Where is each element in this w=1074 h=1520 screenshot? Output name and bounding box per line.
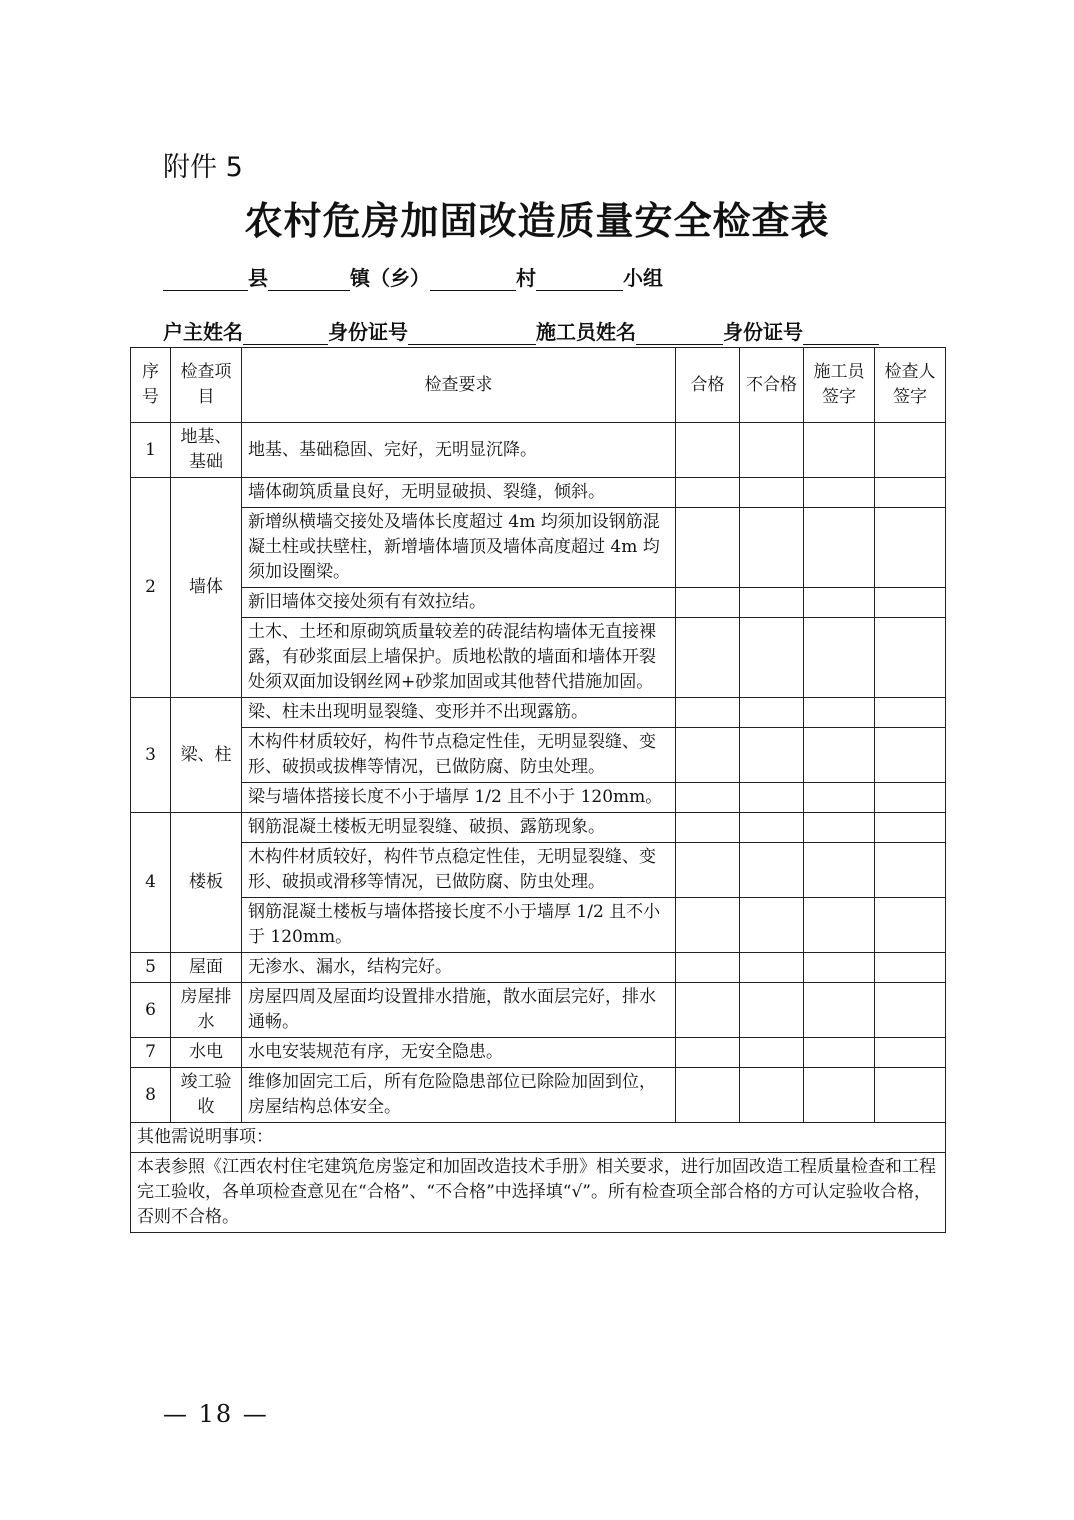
table-row [131, 983, 946, 1038]
row-seq: 1 [131, 423, 171, 478]
header-item: 检查项目 [171, 348, 242, 423]
row-seq: 3 [131, 698, 171, 813]
worker-sign-cell[interactable] [804, 728, 875, 783]
header-seq: 序号 [131, 348, 171, 423]
worker-sign-cell[interactable] [804, 783, 875, 813]
worker-id-blank[interactable] [803, 322, 879, 345]
table-row [131, 1068, 946, 1123]
owner-id-label: 身份证号 [328, 320, 408, 344]
other-notes-label[interactable]: 其他需说明事项： [131, 1123, 946, 1153]
table-row [131, 588, 946, 618]
table-row [131, 618, 946, 698]
inspector-sign-cell[interactable] [875, 1038, 946, 1068]
location-line [163, 262, 663, 291]
fail-cell[interactable] [740, 588, 804, 618]
inspector-sign-cell[interactable] [875, 898, 946, 953]
pass-cell[interactable] [676, 813, 740, 843]
pass-cell[interactable] [676, 1038, 740, 1068]
inspector-sign-cell[interactable] [875, 783, 946, 813]
footnote-text: 本表参照《江西农村住宅建筑危房鉴定和加固改造技术手册》相关要求，进行加固改造工程质量检查和工程完工验收，各单项检查意见在“合格”、“不合格”中选择填“√”。所有检查项全部合格的方可认定验收合格，否则不合格。 [131, 1153, 946, 1233]
row-requirement: 木构件材质较好，构件节点稳定性佳，无明显裂缝、变形、破损或拔榫等情况，已做防腐、防虫处理。 [242, 728, 676, 783]
inspector-sign-cell[interactable] [875, 813, 946, 843]
worker-sign-cell[interactable] [804, 1068, 875, 1123]
inspector-sign-cell[interactable] [875, 618, 946, 698]
header-req: 检查要求 [242, 348, 676, 423]
row-seq: 4 [131, 813, 171, 953]
row-requirement: 新旧墙体交接处须有有效拉结。 [242, 588, 676, 618]
row-requirement: 水电安装规范有序，无安全隐患。 [242, 1038, 676, 1068]
worker-sign-cell[interactable] [804, 423, 875, 478]
worker-sign-cell[interactable] [804, 508, 875, 588]
inspector-sign-cell[interactable] [875, 588, 946, 618]
worker-sign-cell[interactable] [804, 1038, 875, 1068]
row-requirement: 墙体砌筑质量良好，无明显破损、裂缝，倾斜。 [242, 478, 676, 508]
inspector-sign-cell[interactable] [875, 953, 946, 983]
fail-cell[interactable] [740, 1068, 804, 1123]
pass-cell[interactable] [676, 898, 740, 953]
inspector-sign-cell[interactable] [875, 843, 946, 898]
row-seq: 5 [131, 953, 171, 983]
worker-name-label: 施工员姓名 [536, 320, 636, 344]
row-requirement: 钢筋混凝土楼板与墙体搭接长度不小于墙厚 1/2 且不小于 120mm。 [242, 898, 676, 953]
row-requirement: 木构件材质较好，构件节点稳定性佳，无明显裂缝、变形、破损或滑移等情况，已做防腐、防虫处理。 [242, 843, 676, 898]
fail-cell[interactable] [740, 843, 804, 898]
group-label: 小组 [623, 266, 663, 290]
persons-line [163, 316, 879, 345]
page-title: 农村危房加固改造质量安全检查表 [244, 198, 830, 243]
inspector-sign-cell[interactable] [875, 423, 946, 478]
village-blank[interactable] [430, 268, 516, 291]
row-item: 地基、基础 [171, 423, 242, 478]
row-item: 屋面 [171, 953, 242, 983]
inspection-table [130, 347, 946, 1233]
owner-name-label: 户主姓名 [163, 320, 243, 344]
owner-id-blank[interactable] [408, 322, 536, 345]
row-item: 水电 [171, 1038, 242, 1068]
table-row [131, 423, 946, 478]
pass-cell[interactable] [676, 423, 740, 478]
fail-cell[interactable] [740, 813, 804, 843]
row-requirement: 房屋四周及屋面均设置排水措施，散水面层完好，排水通畅。 [242, 983, 676, 1038]
row-requirement: 地基、基础稳固、完好，无明显沉降。 [242, 423, 676, 478]
header-row [131, 348, 946, 423]
pass-cell[interactable] [676, 698, 740, 728]
table-row [131, 953, 946, 983]
table-row [131, 783, 946, 813]
row-seq: 7 [131, 1038, 171, 1068]
header-fail: 不合格 [740, 348, 804, 423]
worker-sign-cell[interactable] [804, 843, 875, 898]
worker-sign-cell[interactable] [804, 618, 875, 698]
town-blank[interactable] [268, 268, 350, 291]
row-requirement: 梁、柱未出现明显裂缝、变形并不出现露筋。 [242, 698, 676, 728]
pass-cell[interactable] [676, 783, 740, 813]
fail-cell[interactable] [740, 953, 804, 983]
table-row [131, 508, 946, 588]
row-item: 房屋排水 [171, 983, 242, 1038]
row-requirement: 土木、土坯和原砌筑质量较差的砖混结构墙体无直接裸露，有砂浆面层上墙保护。质地松散的墙面和墙体开裂处须双面加设钢丝网+砂浆加固或其他替代措施加固。 [242, 618, 676, 698]
village-label: 村 [516, 266, 536, 290]
pass-cell[interactable] [676, 728, 740, 783]
fail-cell[interactable] [740, 478, 804, 508]
header-pass: 合格 [676, 348, 740, 423]
worker-sign-cell[interactable] [804, 478, 875, 508]
pass-cell[interactable] [676, 588, 740, 618]
header-worker-sign: 施工员签字 [804, 348, 875, 423]
worker-id-label: 身份证号 [723, 320, 803, 344]
page-number: — 18 — [163, 1400, 269, 1428]
row-requirement: 梁与墙体搭接长度不小于墙厚 1/2 且不小于 120mm。 [242, 783, 676, 813]
fail-cell[interactable] [740, 898, 804, 953]
row-seq: 2 [131, 478, 171, 698]
worker-sign-cell[interactable] [804, 898, 875, 953]
inspector-sign-cell[interactable] [875, 1068, 946, 1123]
fail-cell[interactable] [740, 618, 804, 698]
row-requirement: 维修加固完工后，所有危险隐患部位已除险加固到位，房屋结构总体安全。 [242, 1068, 676, 1123]
pass-cell[interactable] [676, 983, 740, 1038]
table-row [131, 1038, 946, 1068]
inspector-sign-cell[interactable] [875, 728, 946, 783]
attachment-label: 附件 5 [163, 152, 243, 183]
row-item: 梁、柱 [171, 698, 242, 813]
row-requirement: 新增纵横墙交接处及墙体长度超过 4m 均须加设钢筋混凝土柱或扶壁柱，新增墙体墙顶及墙体高度超过 4m 均须加设圈梁。 [242, 508, 676, 588]
row-item: 竣工验收 [171, 1068, 242, 1123]
row-item: 楼板 [171, 813, 242, 953]
table-row [131, 898, 946, 953]
pass-cell[interactable] [676, 508, 740, 588]
fail-cell[interactable] [740, 1038, 804, 1068]
town-label: 镇（乡） [350, 266, 430, 290]
worker-name-blank[interactable] [636, 322, 723, 345]
row-seq: 6 [131, 983, 171, 1038]
worker-sign-cell[interactable] [804, 983, 875, 1038]
fail-cell[interactable] [740, 508, 804, 588]
worker-sign-cell[interactable] [804, 588, 875, 618]
fail-cell[interactable] [740, 698, 804, 728]
table-row [131, 813, 946, 843]
table-row [131, 843, 946, 898]
fail-cell[interactable] [740, 783, 804, 813]
pass-cell[interactable] [676, 843, 740, 898]
fail-cell[interactable] [740, 728, 804, 783]
header-inspector-sign: 检查人签字 [875, 348, 946, 423]
footnote-row [131, 1153, 946, 1233]
row-requirement: 钢筋混凝土楼板无明显裂缝、破损、露筋现象。 [242, 813, 676, 843]
pass-cell[interactable] [676, 478, 740, 508]
worker-sign-cell[interactable] [804, 953, 875, 983]
fail-cell[interactable] [740, 423, 804, 478]
inspector-sign-cell[interactable] [875, 478, 946, 508]
other-notes-row [131, 1123, 946, 1153]
county-label: 县 [248, 266, 268, 290]
inspector-sign-cell[interactable] [875, 983, 946, 1038]
table-row [131, 478, 946, 508]
owner-name-blank[interactable] [243, 322, 328, 345]
row-item: 墙体 [171, 478, 242, 698]
inspector-sign-cell[interactable] [875, 698, 946, 728]
pass-cell[interactable] [676, 618, 740, 698]
row-seq: 8 [131, 1068, 171, 1123]
row-requirement: 无渗水、漏水，结构完好。 [242, 953, 676, 983]
inspector-sign-cell[interactable] [875, 508, 946, 588]
pass-cell[interactable] [676, 1068, 740, 1123]
table-row [131, 728, 946, 783]
worker-sign-cell[interactable] [804, 698, 875, 728]
table-row [131, 698, 946, 728]
worker-sign-cell[interactable] [804, 813, 875, 843]
pass-cell[interactable] [676, 953, 740, 983]
fail-cell[interactable] [740, 983, 804, 1038]
county-blank[interactable] [163, 268, 248, 291]
group-blank[interactable] [536, 268, 623, 291]
